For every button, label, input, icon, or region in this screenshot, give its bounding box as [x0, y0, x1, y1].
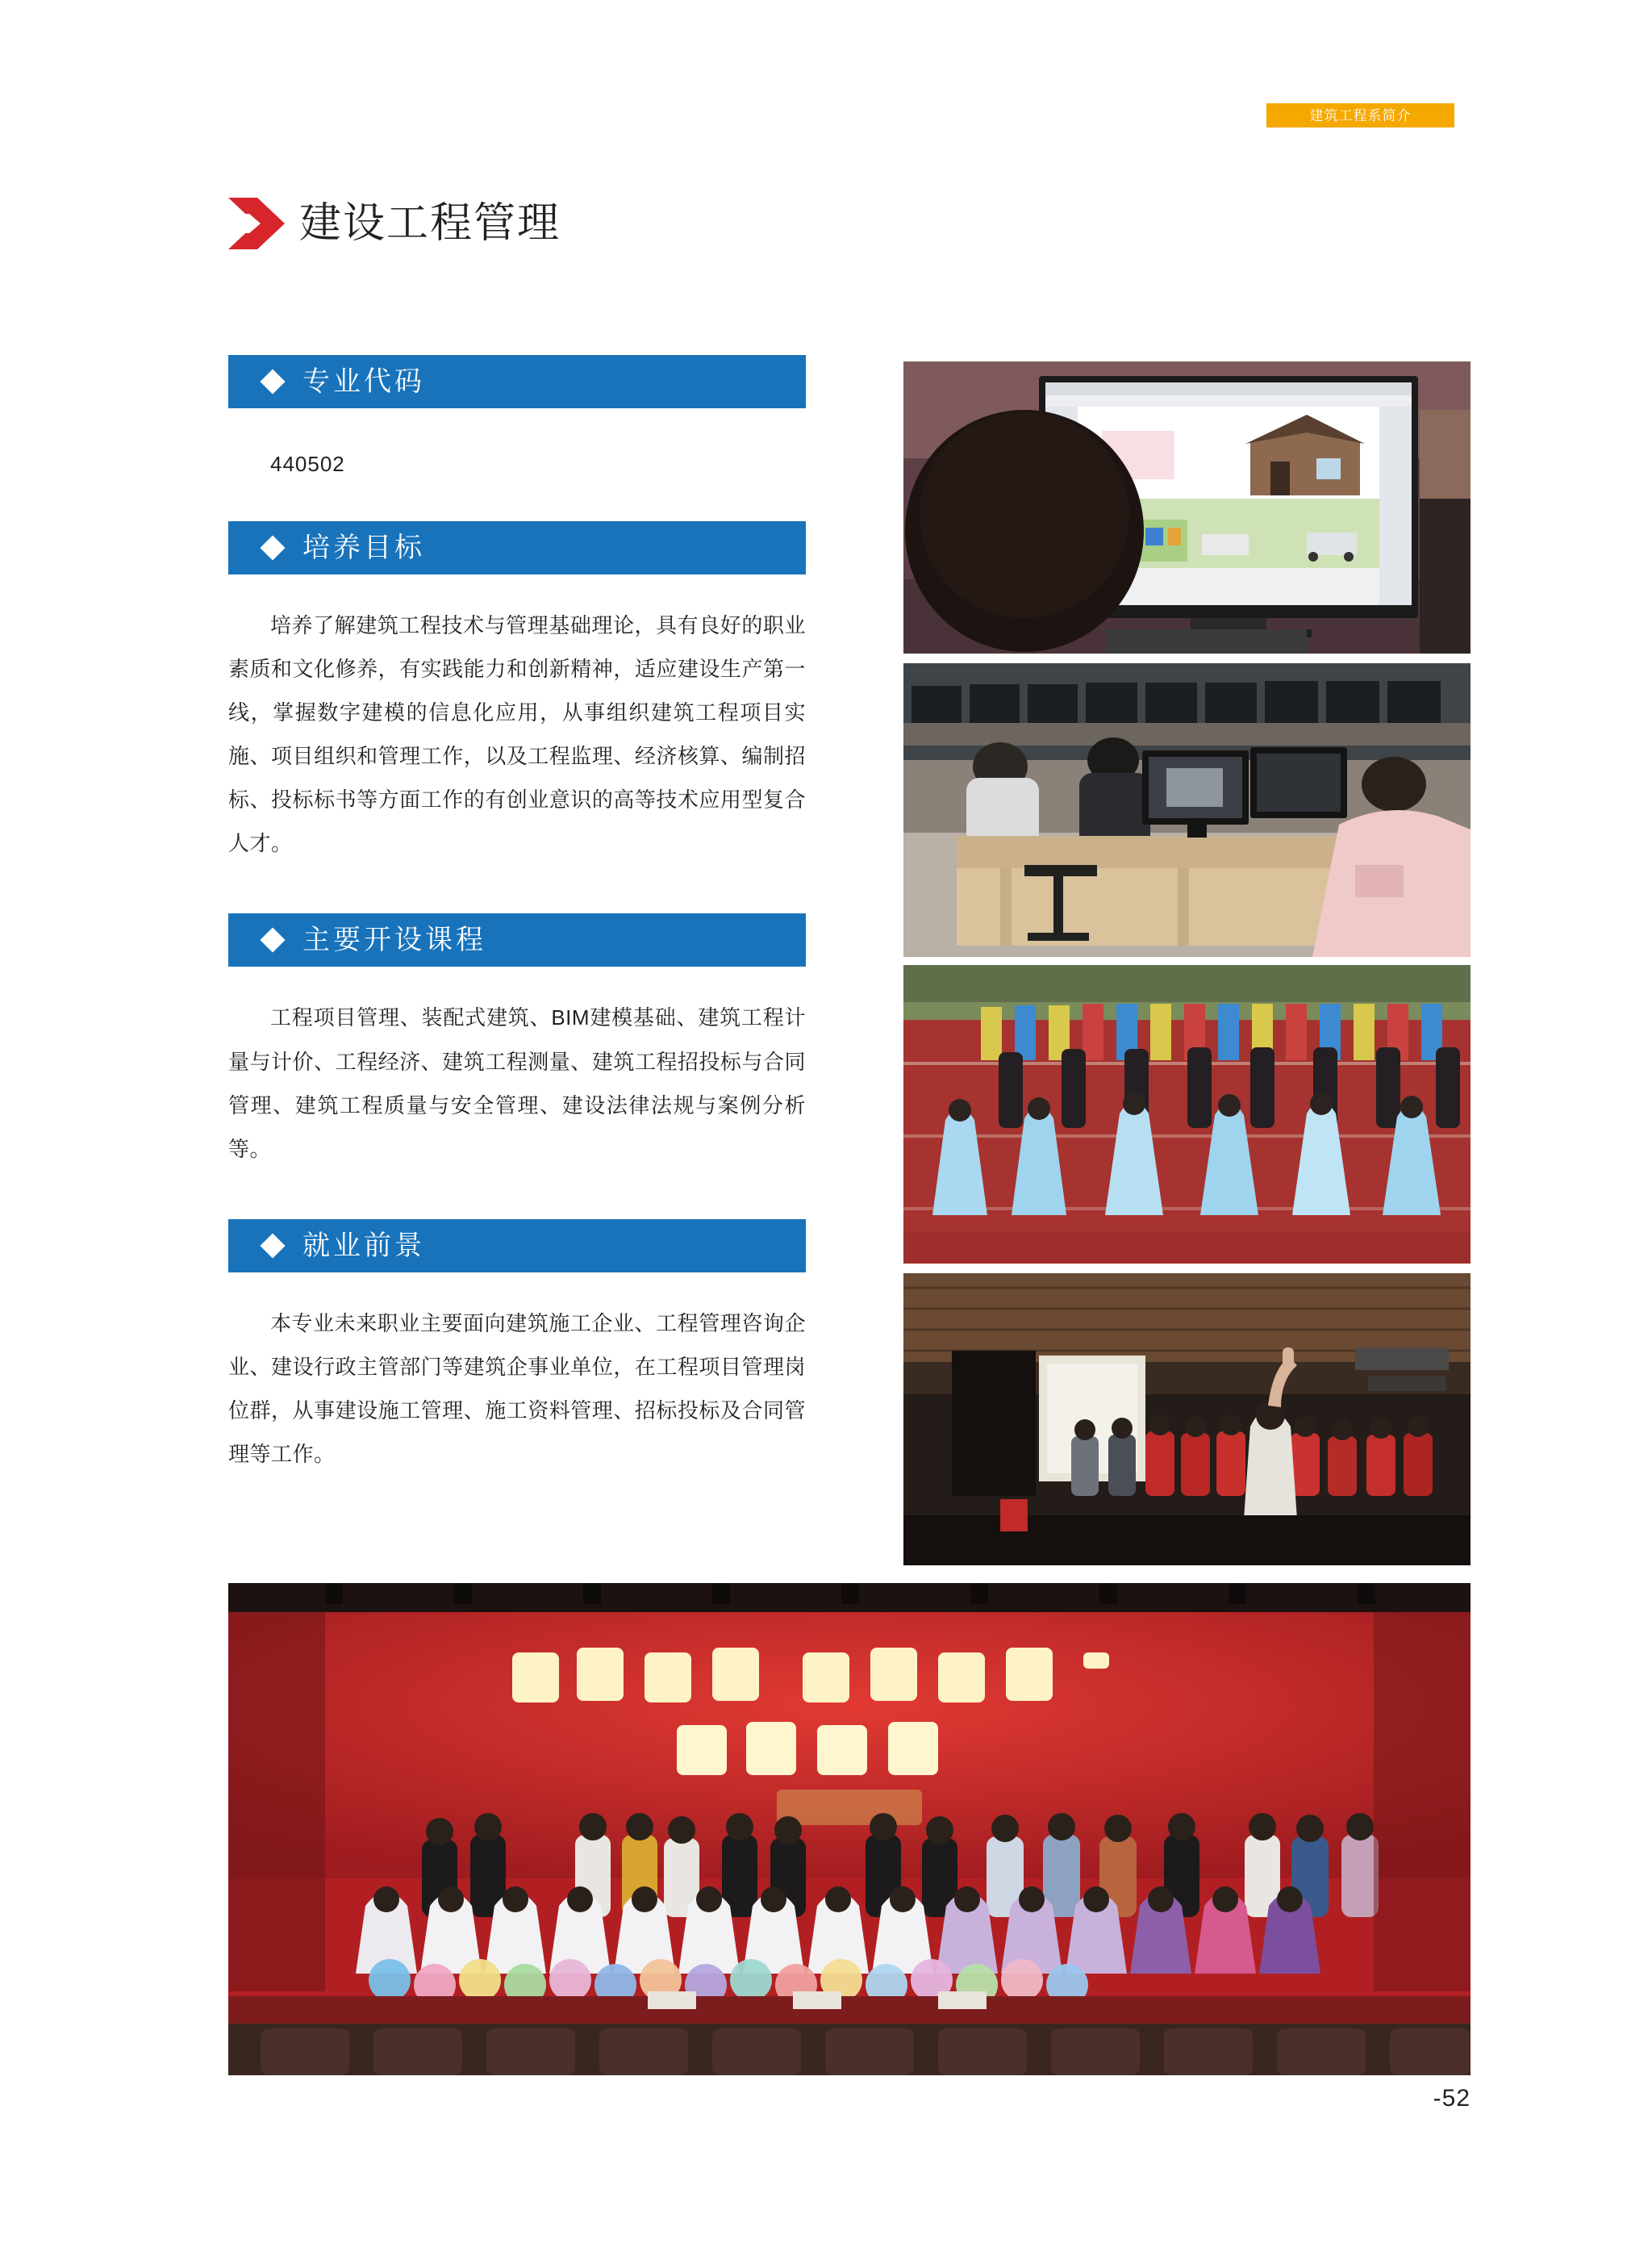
header-tab	[1266, 103, 1454, 127]
diamond-icon	[260, 369, 285, 394]
career-prospects-text: 本专业未来职业主要面向建筑施工企业、工程管理咨询企业、建设行政主管部门等建筑企事业单位，在工程项目管理岗位群，从事建设施工管理、施工资料管理、招标投标及合同管理等工作。	[228, 1310, 806, 1467]
section-heading-label: 专业代码	[302, 366, 425, 397]
section-heading-label: 就业前景	[302, 1230, 425, 1261]
photo-student-gathering	[903, 1273, 1471, 1565]
content-column	[228, 355, 809, 1476]
double-chevron-icon	[228, 198, 285, 249]
main-courses-text: 工程项目管理、装配式建筑、BIM建模基础、建筑工程计量与计价、工程经济、建筑工程测量、建筑工程招投标与合同管理、建筑工程质量与安全管理、建设法律法规与案例分析等。	[228, 1005, 806, 1161]
page-title-text: 建设工程管理	[299, 200, 561, 247]
diamond-icon	[260, 928, 285, 953]
section-heading-training-objective	[228, 521, 806, 574]
section-heading-label: 培养目标	[302, 533, 425, 563]
major-code-value: 440502	[270, 452, 345, 476]
page-title	[228, 195, 561, 252]
photo-dance-performance	[903, 965, 1471, 1264]
section-heading-main-courses	[228, 913, 806, 967]
section-heading-major-code	[228, 355, 806, 408]
photo-welcome-gala	[228, 1583, 1471, 2075]
diamond-icon	[260, 535, 285, 560]
section-heading-career-prospects	[228, 1219, 806, 1272]
photo-computer-lab	[903, 663, 1471, 957]
diamond-icon	[260, 1233, 285, 1258]
page-number: -52	[1433, 2085, 1471, 2112]
section-heading-label: 主要开设课程	[302, 925, 486, 956]
header-tab-label: 建筑工程系简介	[1309, 107, 1412, 123]
training-objective-text: 培养了解建筑工程技术与管理基础理论，具有良好的职业素质和文化修养，有实践能力和创新精神，适应建设生产第一线，掌握数字建模的信息化应用，从事组织建筑工程项目实施、项目组织和管理工作，以及工程监理、经济核算、编制招标、投标标书等方面工作的有创业意识的高等技术应用型复合人才。	[228, 613, 806, 856]
photo-bim-modelling	[903, 361, 1471, 654]
